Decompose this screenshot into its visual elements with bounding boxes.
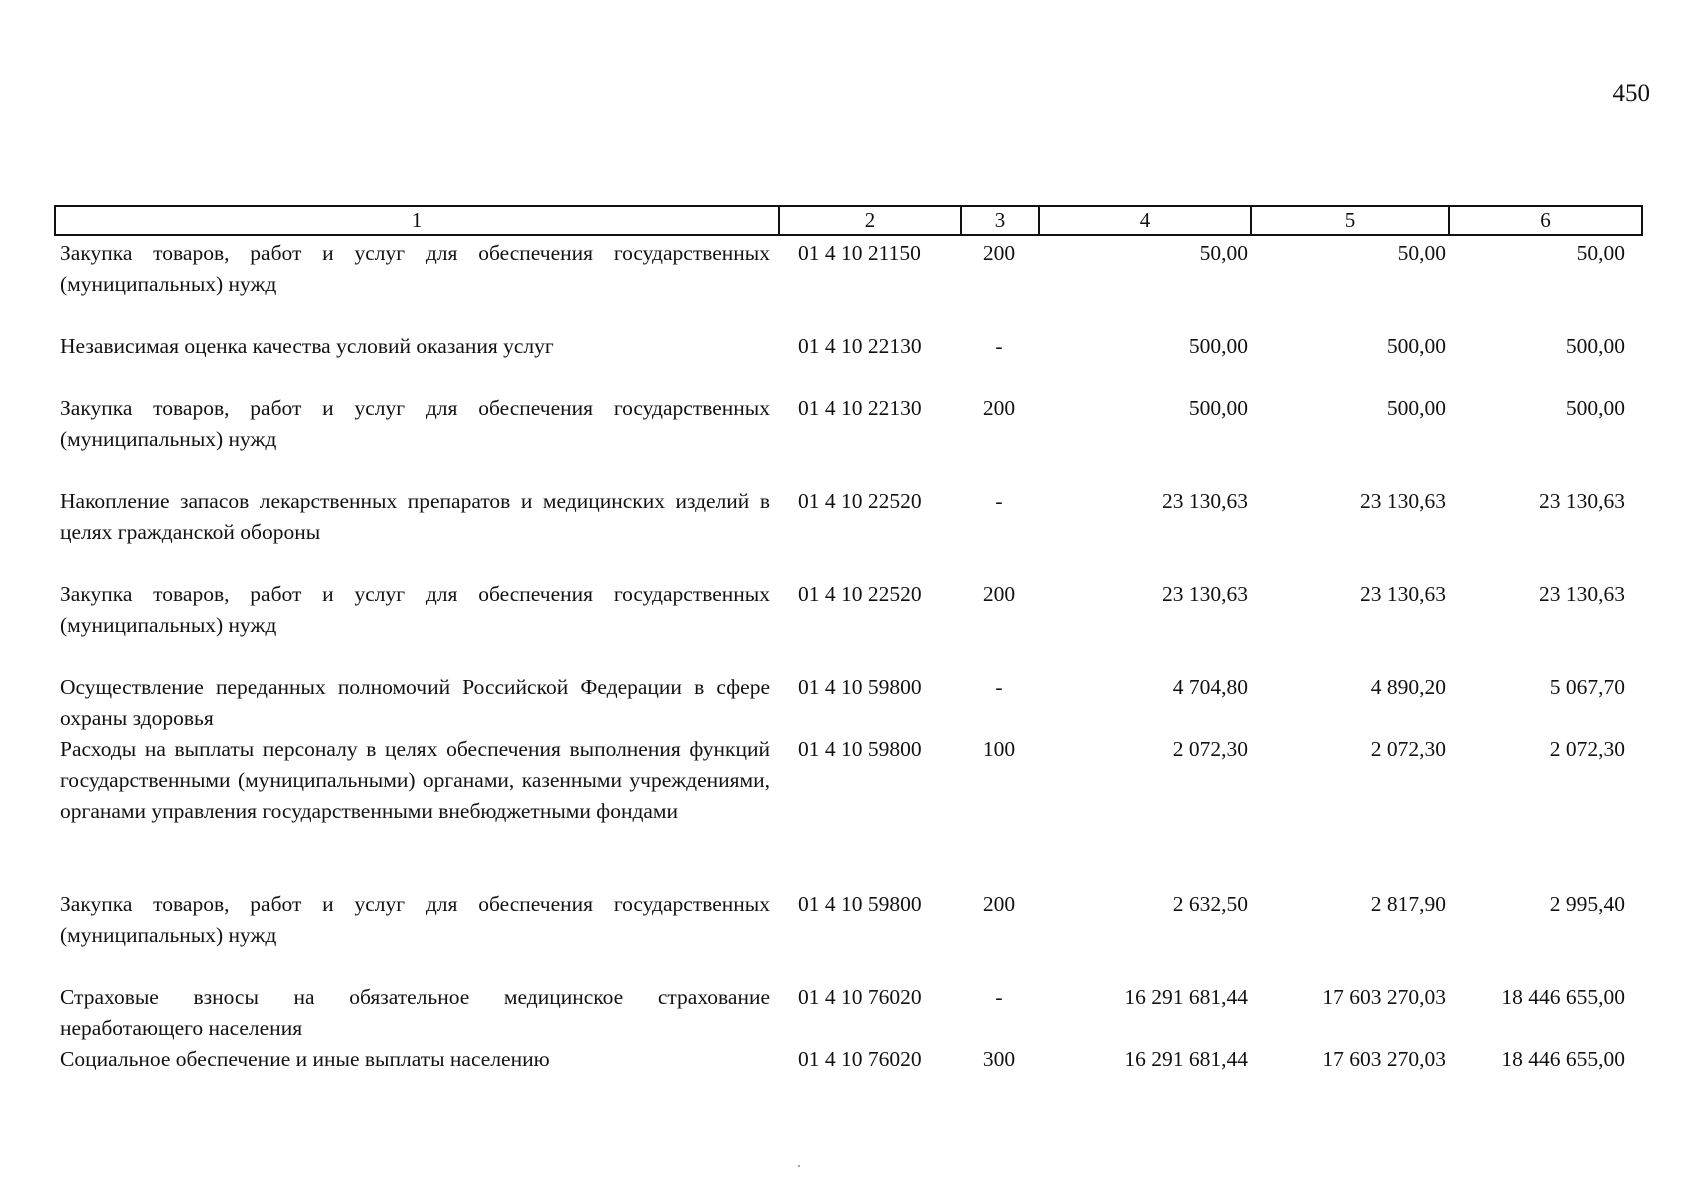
table-row [54, 734, 1641, 889]
row-value-5: 2 817,90 [1370, 892, 1446, 916]
row-name: Социальное обеспечение и иные выплаты населению [60, 1047, 550, 1071]
row-name: Независимая оценка качества условий оказания услуг [60, 334, 554, 358]
row-name: Страховые взносы на обязательное медицинское страхование неработающего населения [60, 985, 770, 1040]
row-value-6: 5 067,70 [1549, 675, 1625, 699]
row-code: 01 4 10 22130 [798, 396, 922, 420]
row-value-6: 2 072,30 [1549, 737, 1625, 761]
row-value-5: 17 603 270,03 [1322, 985, 1446, 1009]
row-code: 01 4 10 76020 [798, 1047, 922, 1071]
row-value-6: 500,00 [1565, 396, 1625, 420]
row-value-5: 23 130,63 [1360, 582, 1446, 606]
budget-table [54, 238, 1641, 1075]
row-value-6: 18 446 655,00 [1501, 1047, 1625, 1071]
table-header [54, 205, 1643, 236]
row-code: 01 4 10 22520 [798, 489, 922, 513]
row-name: Закупка товаров, работ и услуг для обеспечения государственных (муниципальных) нужд [60, 396, 770, 451]
scan-dot [798, 1165, 800, 1167]
row-value-4: 500,00 [1188, 334, 1248, 358]
row-value-4: 16 291 681,44 [1124, 985, 1248, 1009]
row-type: - [995, 489, 1003, 513]
row-code: 01 4 10 59800 [798, 675, 922, 699]
row-value-4: 23 130,63 [1162, 489, 1248, 513]
row-value-4: 23 130,63 [1162, 582, 1248, 606]
row-value-5: 500,00 [1386, 334, 1446, 358]
header-col-2: 2 [779, 206, 961, 235]
row-value-5: 2 072,30 [1370, 737, 1446, 761]
row-type: - [995, 334, 1003, 358]
row-code: 01 4 10 22130 [798, 334, 922, 358]
row-type: - [995, 675, 1003, 699]
row-value-4: 4 704,80 [1172, 675, 1248, 699]
row-type: 200 [982, 396, 1016, 420]
header-col-5: 5 [1251, 206, 1449, 235]
row-value-6: 18 446 655,00 [1501, 985, 1625, 1009]
row-value-4: 500,00 [1188, 396, 1248, 420]
table-row [54, 672, 1641, 734]
row-value-5: 4 890,20 [1370, 675, 1446, 699]
row-type: 100 [982, 737, 1016, 761]
row-value-5: 500,00 [1386, 396, 1446, 420]
row-name: Расходы на выплаты персоналу в целях обеспечения выполнения функций государственными (муниципальными) органами, казенными учреждениями, органами управления государственными внебюджетными фондами [60, 737, 770, 823]
table-row [54, 486, 1641, 579]
row-value-6: 500,00 [1565, 334, 1625, 358]
header-col-1: 1 [55, 206, 779, 235]
row-code: 01 4 10 76020 [798, 985, 922, 1009]
row-value-6: 23 130,63 [1539, 582, 1625, 606]
row-name: Накопление запасов лекарственных препаратов и медицинских изделий в целях гражданской обороны [60, 489, 770, 544]
row-type: - [995, 985, 1003, 1009]
page-number: 450 [1612, 80, 1650, 107]
table-row [54, 982, 1641, 1044]
table-row [54, 331, 1641, 393]
row-value-5: 17 603 270,03 [1322, 1047, 1446, 1071]
row-value-6: 23 130,63 [1539, 489, 1625, 513]
row-value-4: 50,00 [1199, 241, 1248, 265]
table-row [54, 579, 1641, 672]
row-type: 200 [982, 892, 1016, 916]
table-row [54, 1044, 1641, 1075]
header-col-4: 4 [1039, 206, 1251, 235]
header-col-6: 6 [1449, 206, 1642, 235]
row-value-5: 50,00 [1397, 241, 1446, 265]
row-name: Осуществление переданных полномочий Российской Федерации в сфере охраны здоровья [60, 675, 770, 730]
header-row [55, 206, 1642, 235]
row-name: Закупка товаров, работ и услуг для обеспечения государственных (муниципальных) нужд [60, 892, 770, 947]
row-value-4: 2 072,30 [1172, 737, 1248, 761]
row-code: 01 4 10 22520 [798, 582, 922, 606]
table-row [54, 889, 1641, 982]
header-col-3: 3 [961, 206, 1039, 235]
row-type: 300 [982, 1047, 1016, 1071]
table-row [54, 393, 1641, 486]
row-code: 01 4 10 59800 [798, 892, 922, 916]
row-code: 01 4 10 21150 [798, 241, 921, 265]
row-value-5: 23 130,63 [1360, 489, 1446, 513]
row-type: 200 [982, 241, 1016, 265]
row-type: 200 [982, 582, 1016, 606]
table-row [54, 238, 1641, 331]
row-code: 01 4 10 59800 [798, 737, 922, 761]
row-name: Закупка товаров, работ и услуг для обеспечения государственных (муниципальных) нужд [60, 582, 770, 637]
row-value-6: 50,00 [1576, 241, 1625, 265]
row-value-4: 2 632,50 [1172, 892, 1248, 916]
row-name: Закупка товаров, работ и услуг для обеспечения государственных (муниципальных) нужд [60, 241, 770, 296]
row-value-6: 2 995,40 [1549, 892, 1625, 916]
row-value-4: 16 291 681,44 [1124, 1047, 1248, 1071]
